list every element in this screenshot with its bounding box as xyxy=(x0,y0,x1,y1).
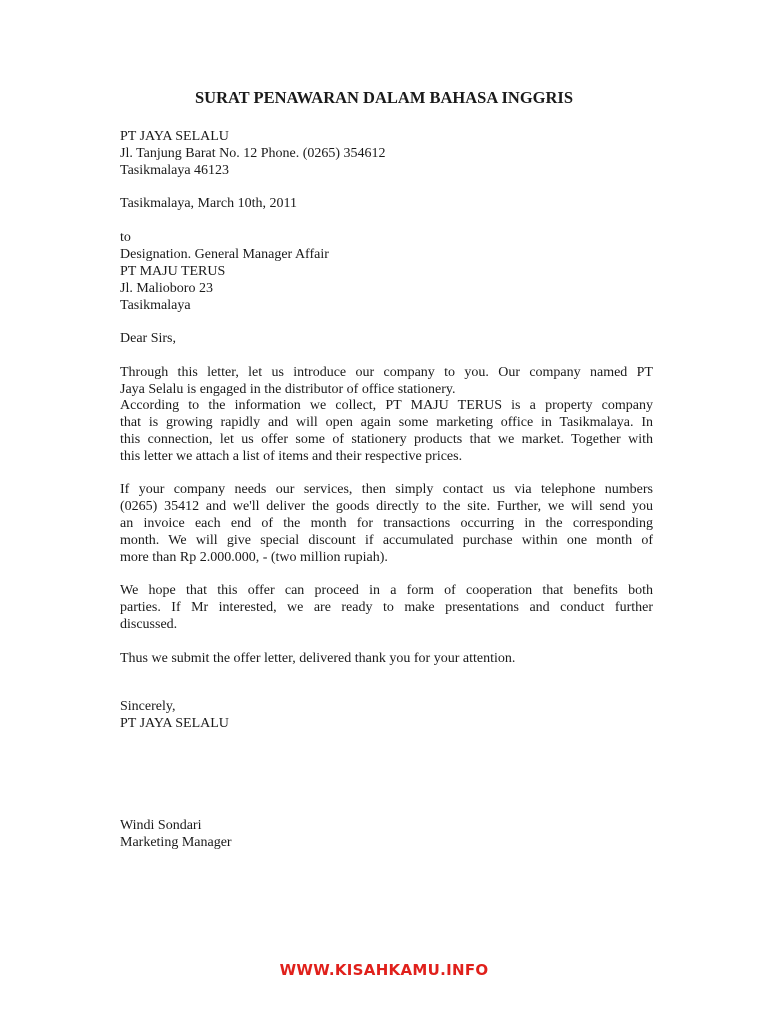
letter-title: SURAT PENAWARAN DALAM BAHASA INGGRIS xyxy=(194,88,574,107)
paragraph-line: this letter we attach a list of items and their respective prices. xyxy=(120,449,463,464)
paragraph-line: We hope that this offer can proceed in a form of cooperation that benefits both xyxy=(120,583,653,598)
paragraph-line: this connection, let us offer some of stationery products that we market. Together with xyxy=(120,432,653,447)
paragraph-line: (0265) 35412 and we'll deliver the goods directly to the site. Further, we will send you xyxy=(120,499,653,514)
closing-block xyxy=(120,698,653,732)
sender-city: Tasikmalaya 46123 xyxy=(120,163,230,178)
letter-date: Tasikmalaya, March 10th, 2011 xyxy=(120,196,297,211)
recipient-address: Jl. Malioboro 23 xyxy=(120,281,213,296)
paragraph-line: an invoice each end of the month for transactions occurring in the corresponding xyxy=(120,516,653,531)
paragraph-cooperation xyxy=(120,582,653,633)
recipient-to: to xyxy=(120,230,131,245)
paragraph-line: more than Rp 2.000.000, - (two million rupiah). xyxy=(120,550,388,565)
paragraph-line: According to the information we collect, PT MAJU TERUS is a property company xyxy=(120,398,653,413)
closing-company: PT JAYA SELALU xyxy=(120,716,229,731)
sender-name: PT JAYA SELALU xyxy=(120,129,229,144)
paragraph-line: month. We will give special discount if accumulated purchase within one month of xyxy=(120,533,653,548)
paragraph-closing: Thus we submit the offer letter, delivered thank you for your attention. xyxy=(120,651,516,666)
sender-block xyxy=(120,128,653,179)
recipient-designation: Designation. General Manager Affair xyxy=(120,247,329,262)
sender-address: Jl. Tanjung Barat No. 12 Phone. (0265) 354612 xyxy=(120,146,386,161)
paragraph-line: If your company needs our services, then simply contact us via telephone numbers xyxy=(120,482,653,497)
signatory-position: Marketing Manager xyxy=(120,835,232,850)
closing-sincerely: Sincerely, xyxy=(120,699,176,714)
paragraph-line: parties. If Mr interested, we are ready to make presentations and conduct further xyxy=(120,600,653,615)
signatory-block xyxy=(120,817,653,851)
paragraph-line: Jaya Selalu is engaged in the distributor of office stationery. xyxy=(120,382,456,397)
recipient-block xyxy=(120,229,653,314)
recipient-city: Tasikmalaya xyxy=(120,298,191,313)
signatory-name: Windi Sondari xyxy=(120,818,202,833)
paragraph-services xyxy=(120,481,653,566)
paragraph-introduction xyxy=(120,364,653,398)
paragraph-line: Through this letter, let us introduce our company to you. Our company named PT xyxy=(120,365,653,380)
paragraph-line: discussed. xyxy=(120,617,178,632)
website-link[interactable]: WWW.KISAHKAMU.INFO xyxy=(279,961,489,979)
recipient-name: PT MAJU TERUS xyxy=(120,264,226,279)
salutation: Dear Sirs, xyxy=(120,331,176,346)
paragraph-line: that is growing rapidly and will open again some marketing office in Tasikmalaya. In xyxy=(120,415,653,430)
paragraph-context xyxy=(120,397,653,465)
